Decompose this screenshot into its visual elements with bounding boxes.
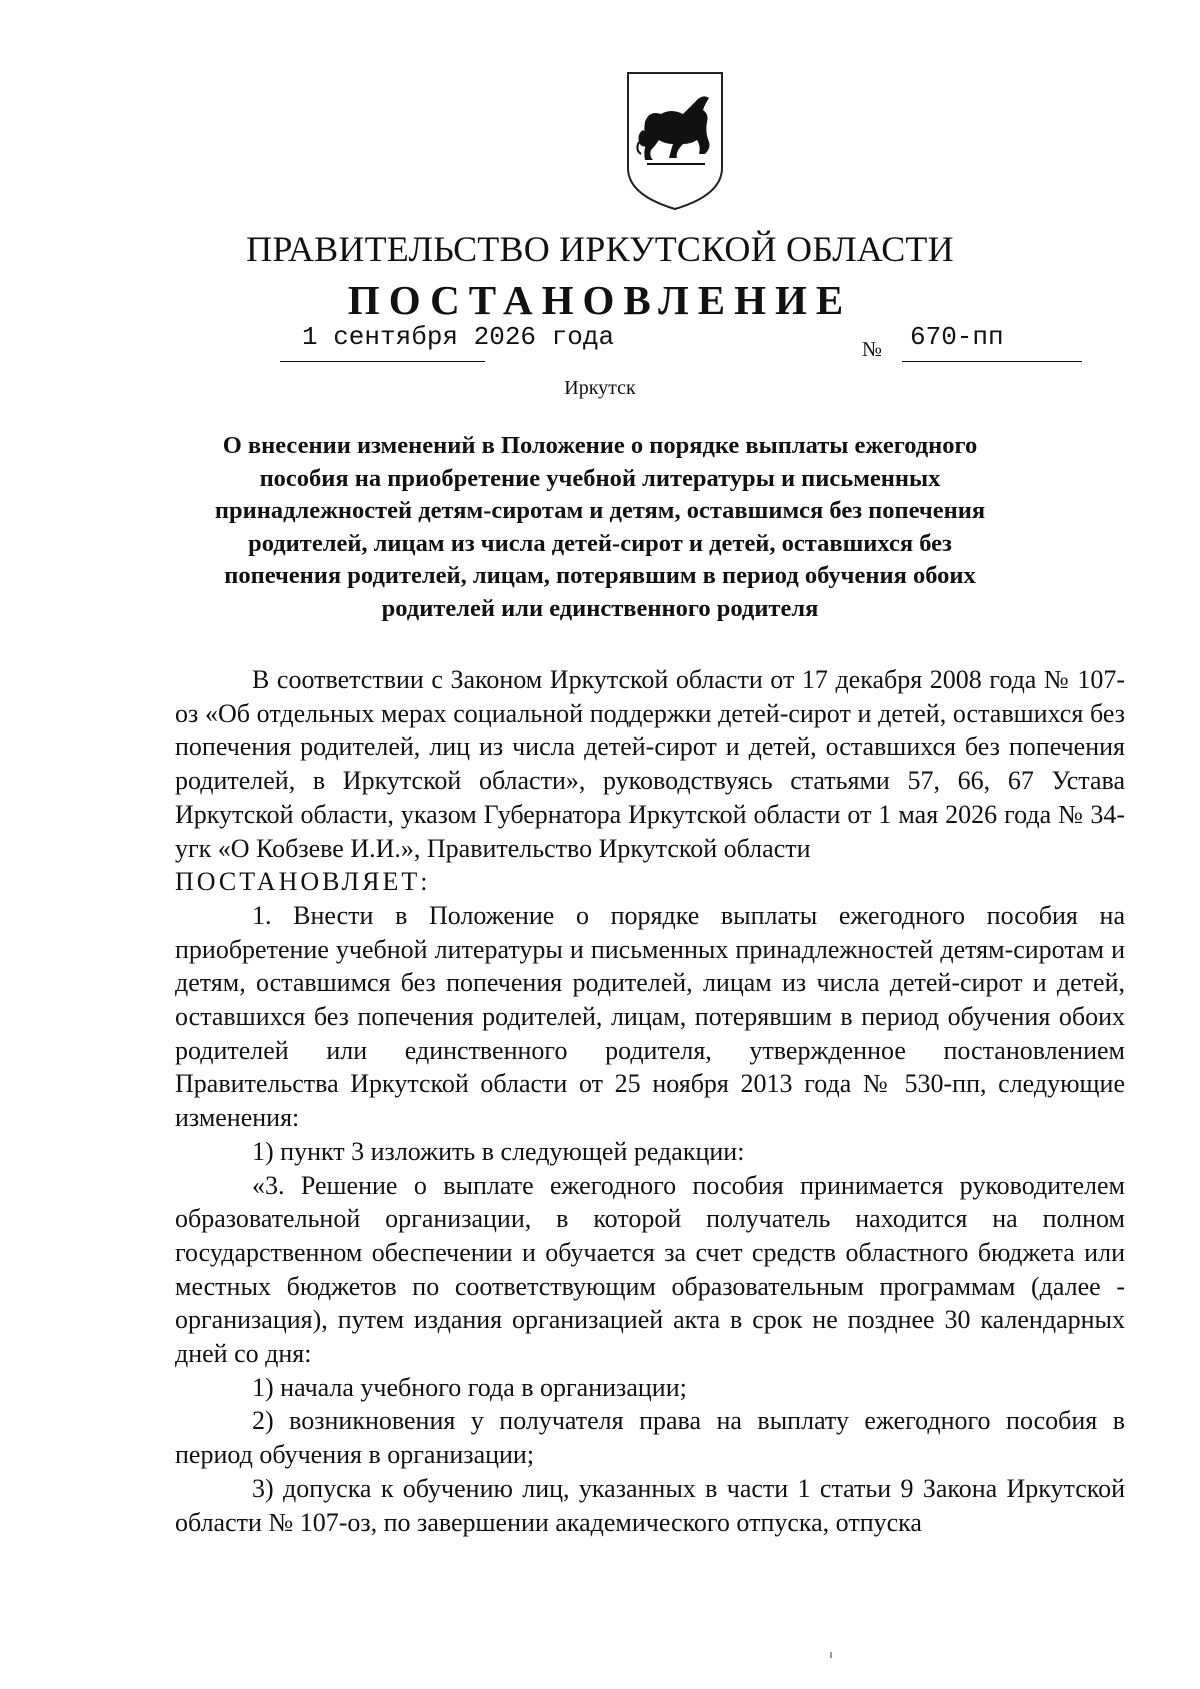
title-line: О внесении изменений в Положение о порядке выплаты ежегодного <box>222 432 978 459</box>
coat-of-arms-icon <box>625 70 725 212</box>
scan-mark <box>830 1652 832 1658</box>
paragraph-2: 1) пункт 3 изложить в следующей редакции: <box>252 1136 745 1166</box>
paragraph-5: 2) возникновения у получателя права на выплату ежегодного пособия в период обучения в организации; <box>175 1406 1125 1470</box>
paragraph-1: 1. Внести в Положение о порядке выплаты ежегодного пособия на приобретение учебной литературы и письменных принадлежностей детям-сиротам и детям, оставшимся без попечения родителей, лицам из числа детей-сирот и детей, оставшихся без попечения родителей, лицам, потерявшим в период обучения обоих родителей или единственного родителя, утвержденное постановлением Правительства Иркутской области от 25 ноября 2013 года № 530-пп, следующие изменения: <box>175 900 1125 1133</box>
document-number: 670-пп <box>910 322 1004 352</box>
paragraph-4: 1) начала учебного года в организации; <box>252 1372 687 1402</box>
title-line: принадлежностей детям-сиротам и детям, оставшимся без попечения <box>214 497 986 524</box>
paragraph-3: «3. Решение о выплате ежегодного пособия принимается руководителем образовательной организации, в которой получатель находится на полном государственном обеспечении и обучается за счет средств областного бюджета или местных бюджетов по соответствующим образовательным программам (далее - организация), путем издания организацией акта в срок не позднее 30 календарных дней со дня: <box>175 1170 1125 1369</box>
number-sign: № <box>862 337 883 361</box>
title-line: попечения родителей, лицам, потерявшим в период обучения обоих <box>224 562 976 589</box>
number-underline <box>902 361 1082 362</box>
preamble-paragraph: В соответствии с Законом Иркутской области от 17 декабря 2008 года № 107-оз «Об отдельных мерах социальной поддержки детей-сирот и детей, оставшихся без попечения родителей, лиц из числа детей-сирот и детей, оставшихся без попечения родителей, в Иркутской области», руководствуясь статьями 57, 66, 67 Устава Иркутской области, указом Губернатора Иркутской области от 1 мая 2026 года № 34-угк «О Кобзеве И.И.», Правительство Иркутской области <box>175 665 1125 863</box>
document-title <box>190 430 1010 625</box>
city-name: Иркутск <box>564 377 636 399</box>
decree-word: ПОСТАНОВЛЯЕТ: <box>175 867 431 897</box>
document-type-heading: ПОСТАНОВЛЕНИЕ <box>347 277 853 323</box>
title-line: родителей, лицам из числа детей-сирот и детей, оставшихся без <box>248 529 952 557</box>
title-line: пособия на приобретение учебной литературы и письменных <box>259 464 941 492</box>
document-body <box>175 663 1125 1539</box>
date-underline <box>280 361 485 362</box>
paragraph-6: 3) допуска к обучению лиц, указанных в части 1 статьи 9 Закона Иркутской области № 107-оз, по завершении академического отпуска, отпуска <box>175 1473 1125 1537</box>
government-name: ПРАВИТЕЛЬСТВО ИРКУТСКОЙ ОБЛАСТИ <box>246 229 954 269</box>
title-line: родителей или единственного родителя <box>381 594 819 622</box>
document-date: 1 сентября 2026 года <box>302 322 615 352</box>
